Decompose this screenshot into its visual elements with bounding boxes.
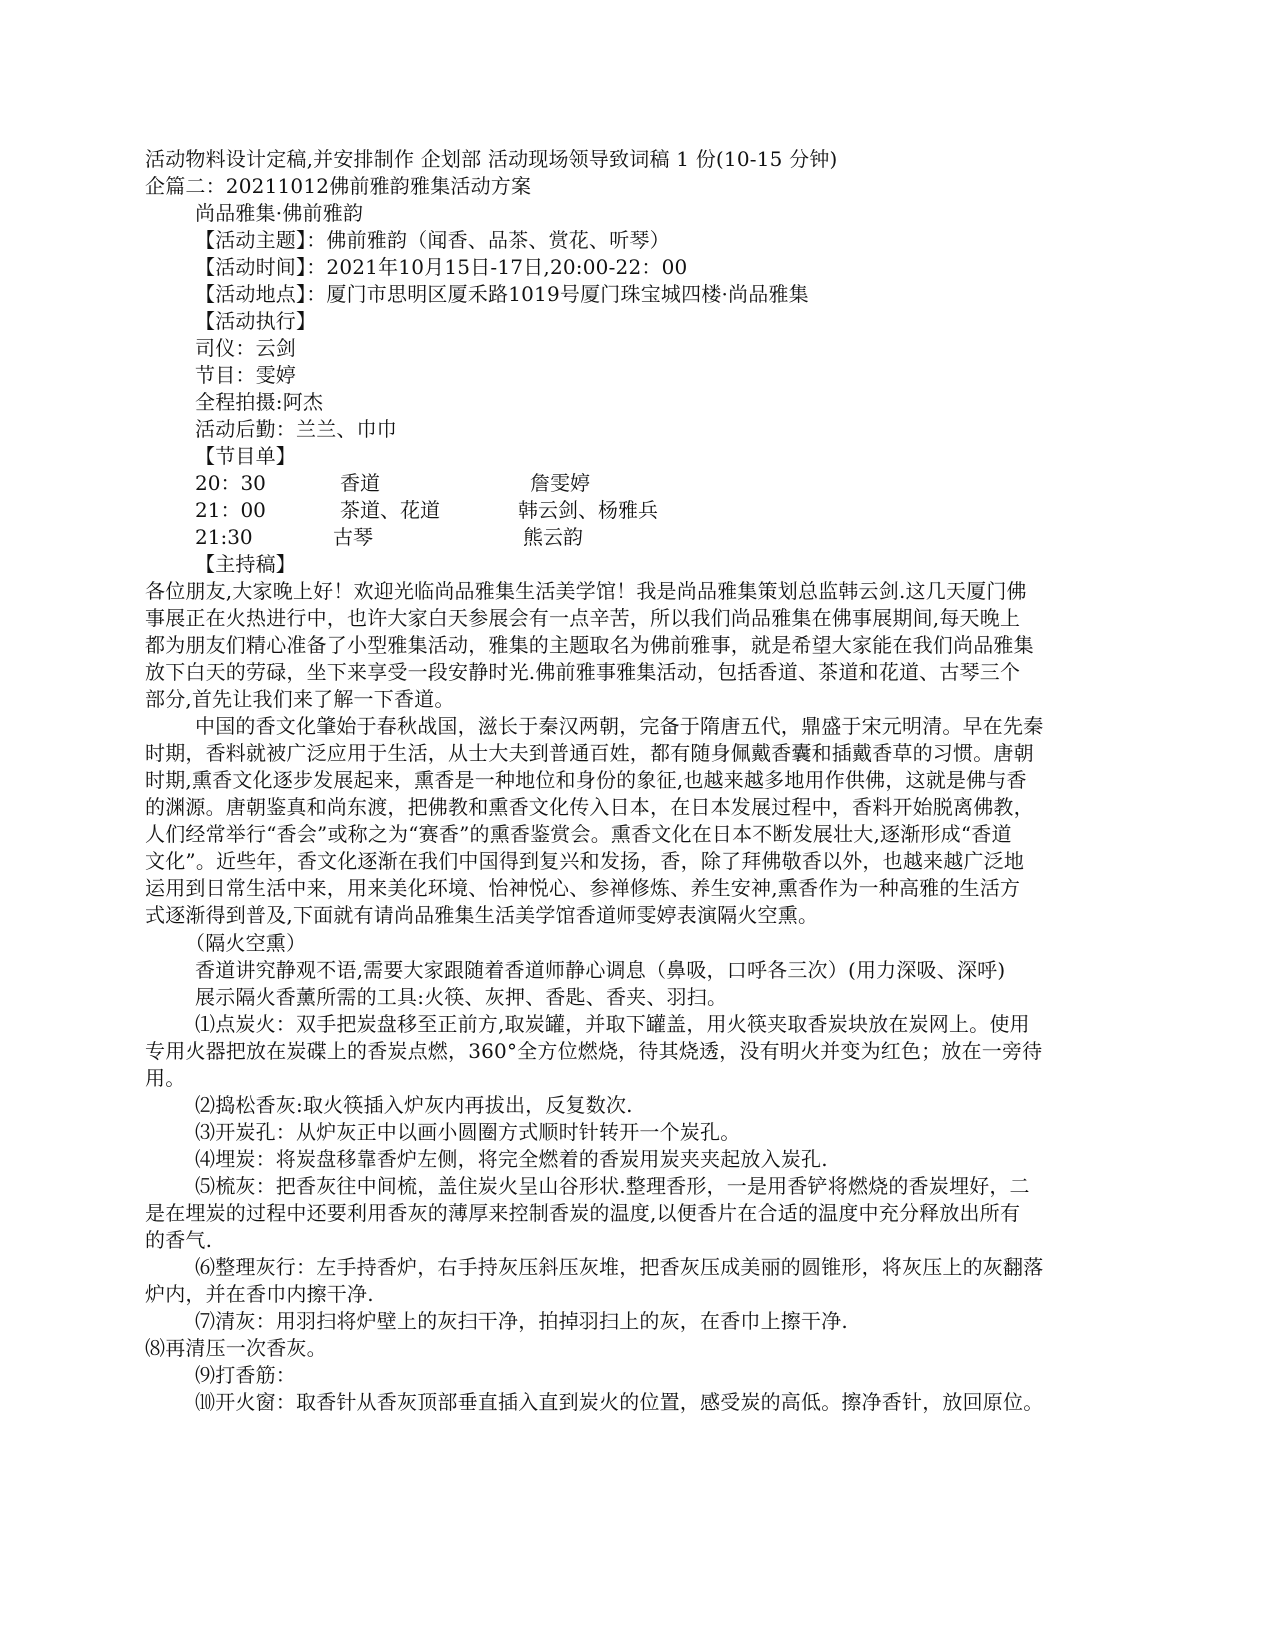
step-line: ⑽开火窗：取香针从香灰顶部垂直插入直到炭火的位置，感受炭的高低。擦净香针，放回原位。 <box>195 1390 1044 1414</box>
paragraph-line: 时期,熏香文化逐步发展起来，熏香是一种地位和身份的象征,也越来越多地用作供佛，这就是佛与香 <box>145 768 1027 792</box>
execution-heading: 【活动执行】 <box>195 309 317 333</box>
step-line: ⑷埋炭：将炭盘移靠香炉左侧，将完全燃着的香炭用炭夹夹起放入炭孔. <box>195 1147 828 1171</box>
paragraph-line: 中国的香文化肇始于春秋战国，滋长于秦汉两朝，完备于隋唐五代，鼎盛于宋元明清。早在先秦 <box>195 714 1044 738</box>
step-line: ⑸梳灰：把香灰往中间梳，盖住炭火呈山谷形状.整理香形，一是用香铲将燃烧的香炭埋好，二 <box>195 1174 1030 1198</box>
paragraph-line: 事展正在火热进行中，也许大家白天参展会有一点辛苦，所以我们尚品雅集在佛事展期间,每天晚上 <box>145 606 1021 630</box>
activity-venue: 【活动地点】：厦门市思明区厦禾路1019号厦门珠宝城四楼·尚品雅集 <box>195 282 809 306</box>
script-heading: 【主持稿】 <box>195 552 296 576</box>
program-performer: 詹雯婷 <box>530 471 590 495</box>
step-line: 用。 <box>145 1066 186 1090</box>
paragraph-line: 时期，香料就被广泛应用于生活，从士大夫到普通百姓，都有随身佩戴香囊和插戴香草的习惯。唐朝 <box>145 741 1034 765</box>
top-line: 活动物料设计定稿,并安排制作 企划部 活动现场领导致词稿 1 份(10-15 分钟) <box>145 147 838 171</box>
paragraph-line: 人们经常举行“香会”或称之为“赛香”的熏香鉴赏会。熏香文化在日本不断发展壮大,逐渐形成“香道 <box>145 822 1012 846</box>
program-time: 21：00 <box>195 498 266 522</box>
step-line: ⑺清灰：用羽扫将炉壁上的灰扫干净，拍掉羽扫上的灰，在香巾上擦干净. <box>195 1309 848 1333</box>
ge-huo-heading: （隔火空熏） <box>185 931 307 955</box>
step-line: 专用火器把放在炭碟上的香炭点燃，360°全方位燃烧，待其烧透，没有明火并变为红色；放在一旁待 <box>145 1039 1043 1063</box>
chapter-title: 企篇二：20211012佛前雅韵雅集活动方案 <box>145 174 532 198</box>
program-item: 茶道、花道 <box>340 498 440 522</box>
program-role-line: 节目：雯婷 <box>195 363 296 387</box>
paragraph-line: 都为朋友们精心准备了小型雅集活动，雅集的主题取名为佛前雅事，就是希望大家能在我们尚品雅集 <box>145 633 1034 657</box>
program-item: 古琴 <box>333 525 373 549</box>
program-time: 20：30 <box>195 471 266 495</box>
paragraph-line: 式逐渐得到普及,下面就有请尚品雅集生活美学馆香道师雯婷表演隔火空熏。 <box>145 903 819 927</box>
step-line: ⑵捣松香灰:取火筷插入炉灰内再拔出，反复数次. <box>195 1093 633 1117</box>
paragraph-line: 各位朋友,大家晚上好！欢迎光临尚品雅集生活美学馆！我是尚品雅集策划总监韩云剑.这几天厦门佛 <box>145 579 1027 603</box>
step-line: ⑼打香筋： <box>195 1363 296 1387</box>
program-time: 21:30 <box>195 525 253 549</box>
paragraph-line: 部分,首先让我们来了解一下香道。 <box>145 687 455 711</box>
step-line: ⑹整理灰行：左手持香炉，右手持灰压斜压灰堆，把香灰压成美丽的圆锥形，将灰压上的灰翻落 <box>195 1255 1044 1279</box>
paragraph-line: 运用到日常生活中来，用来美化环境、怡神悦心、参禅修炼、养生安神,熏香作为一种高雅的生活方 <box>145 876 1021 900</box>
photography-line: 全程拍摄:阿杰 <box>195 390 324 414</box>
activity-theme: 【活动主题】：佛前雅韵（闻香、品茶、赏花、听琴） <box>195 228 670 252</box>
intro-tools: 展示隔火香薰所需的工具:火筷、灰押、香匙、香夹、羽扫。 <box>195 985 728 1009</box>
step-line: ⑻再清压一次香灰。 <box>145 1336 327 1360</box>
program-performer: 熊云韵 <box>523 525 583 549</box>
program-performer: 韩云剑、杨雅兵 <box>518 498 658 522</box>
host-line: 司仪：云剑 <box>195 336 296 360</box>
step-line: 炉内，并在香巾内擦干净. <box>145 1282 374 1306</box>
program-item: 香道 <box>340 471 380 495</box>
step-line: 是在埋炭的过程中还要利用香灰的薄厚来控制香炭的温度,以便香片在合适的温度中充分释放出所有 <box>145 1201 1021 1225</box>
step-line: ⑴点炭火：双手把炭盘移至正前方,取炭罐，并取下罐盖，用火筷夹取香炭块放在炭网上。使用 <box>195 1012 1030 1036</box>
program-heading: 【节目单】 <box>195 444 296 468</box>
paragraph-line: 放下白天的劳碌，坐下来享受一段安静时光.佛前雅事雅集活动，包括香道、茶道和花道、古琴三个 <box>145 660 1021 684</box>
paragraph-line: 文化”。近些年，香文化逐渐在我们中国得到复兴和发扬，香，除了拜佛敬香以外，也越来越广泛地 <box>145 849 1025 873</box>
paragraph-line: 的渊源。唐朝鉴真和尚东渡，把佛教和熏香文化传入日本，在日本发展过程中，香料开始脱离佛教， <box>145 795 1034 819</box>
logistics-line: 活动后勤：兰兰、巾巾 <box>195 417 397 441</box>
step-line: 的香气. <box>145 1228 213 1252</box>
step-line: ⑶开炭孔：从炉灰正中以画小圆圈方式顺时针转开一个炭孔。 <box>195 1120 741 1144</box>
subtitle: 尚品雅集·佛前雅韵 <box>195 201 364 225</box>
intro-breathing: 香道讲究静观不语,需要大家跟随着香道师静心调息（鼻吸，口呼各三次）(用力深吸、深呼) <box>195 958 1006 982</box>
activity-time: 【活动时间】：2021年10月15日-17日,20:00-22：00 <box>195 255 688 279</box>
